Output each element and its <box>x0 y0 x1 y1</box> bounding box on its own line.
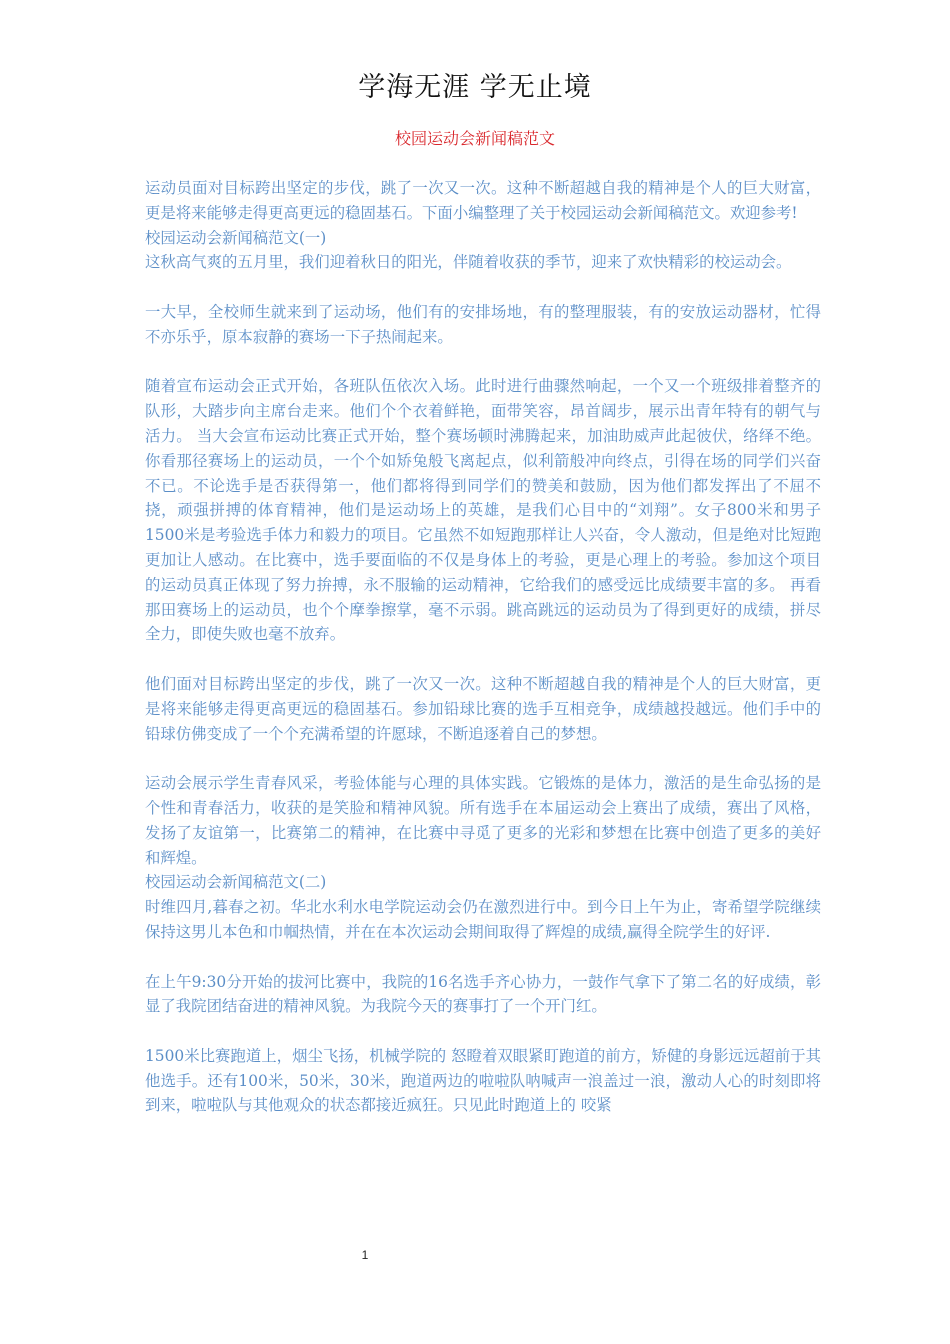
page-number: 1 <box>361 1248 369 1262</box>
paragraph-spacer <box>145 1019 821 1044</box>
intro-paragraph: 运动员面对目标跨出坚定的步伐，跳了一次又一次。这种不断超越自我的精神是个人的巨大财富，更是将来能够走得更高更远的稳固基石。下面小编整理了关于校园运动会新闻稿范文。欢迎参考! <box>145 179 821 222</box>
section-2-heading: 校园运动会新闻稿范文(二) <box>145 873 327 892</box>
paragraph: 一大早，全校师生就来到了运动场，他们有的安排场地，有的整理服装，有的安放运动器材，忙得不亦乐乎，原本寂静的赛场一下子热闹起来。 <box>145 302 821 346</box>
paragraph: 在上午9:30分开始的拔河比赛中，我院的16名选手齐心协力，一鼓作气拿下了第二名的好成绩，彰显了我院团结奋进的精神风貌。为我院今天的赛事打了一个开门红。 <box>145 972 821 1016</box>
paragraph: 他们面对目标跨出坚定的步伐，跳了一次又一次。这种不断超越自我的精神是个人的巨大财富，更是将来能够走得更高更远的稳固基石。参加铅球比赛的选手互相竞争，成绩越投越远。他们手中的铅球仿佛变成了一个个充满希望的许愿球，不断追逐着自己的梦想。 <box>145 674 821 743</box>
paragraph: 这秋高气爽的五月里，我们迎着秋日的阳光，伴随着收获的季节，迎来了欢快精彩的校运动会。 <box>145 253 792 272</box>
paragraph-spacer <box>145 275 821 300</box>
paragraph: 运动会展示学生青春风采，考验体能与心理的具体实践。它锻炼的是体力，激活的是生命弘扬的是个性和青春活力，收获的是笑脸和精神风貌。所有选手在本届运动会上赛出了成绩，赛出了风格，发扬了友谊第一，比赛第二的精神，在比赛中寻觅了更多的光彩和梦想在比赛中创造了更多的美好和辉煌。 <box>145 774 821 867</box>
paragraph: 1500米比赛跑道上，烟尘飞扬，机械学院的 怒瞪着双眼紧盯跑道的前方，矫健的身影远远超前于其他选手。还有100米，50米，30米，跑道两边的啦啦队呐喊声一浪盖过一浪，激动人心的时刻即将到来，啦啦队与其他观众的状态都接近疯狂。只见此时跑道上的 咬紧 <box>145 1046 821 1115</box>
paragraph-spacer <box>145 746 821 771</box>
section-1-heading: 校园运动会新闻稿范文(一) <box>145 228 327 247</box>
paragraph-spacer <box>145 945 821 970</box>
paragraph-spacer <box>145 647 821 672</box>
header-title: 学海无涯 学无止境 <box>358 72 592 103</box>
paragraph: 时维四月,暮春之初。华北水利水电学院运动会仍在激烈进行中。到今日上午为止，寄希望学院继续保持这男儿本色和巾帼热情，并在在本次运动会期间取得了辉煌的成绩,赢得全院学生的好评. <box>145 898 821 941</box>
paragraph-spacer <box>145 350 821 375</box>
paragraph: 随着宣布运动会正式开始，各班队伍依次入场。此时进行曲骤然响起，一个又一个班级排着整齐的队形，大踏步向主席台走来。他们个个衣着鲜艳，面带笑容，昂首阔步，展示出青年特有的朝气与活力。 当大会宣布运动比赛正式开始，整个赛场顿时沸腾起来，加油助威声此起彼伏，络绎不绝。你看那径赛场上的运动员，一个个如矫兔般飞离起点，似利箭般冲向终点，引得在场的同学们兴奋不已。不论选手是否获得第一，他们都将得到同学们的赞美和鼓励，因为他们都发挥出了不屈不挠，顽强拼搏的体育精神，他们是运动场上的英雄，是我们心目中的“刘翔”。女子800米和男子1500米是考验选手体力和毅力的项目。它虽然不如短跑那样让人兴奋，令人激动，但是绝对比短跑更加让人感动。在比赛中，选手要面临的不仅是身体上的考验，更是心理上的考验。参加这个项目的运动员真正体现了努力拚搏，永不服输的运动精神，它给我们的感受远比成绩要丰富的多。 再看那田赛场上的运动员，也个个摩拳擦掌，毫不示弱。跳高跳远的运动员为了得到更好的成绩，拼尽全力，即使失败也毫不放弃。 <box>145 377 821 644</box>
document-title: 校园运动会新闻稿范文 <box>394 129 555 148</box>
document-body <box>145 176 821 1118</box>
